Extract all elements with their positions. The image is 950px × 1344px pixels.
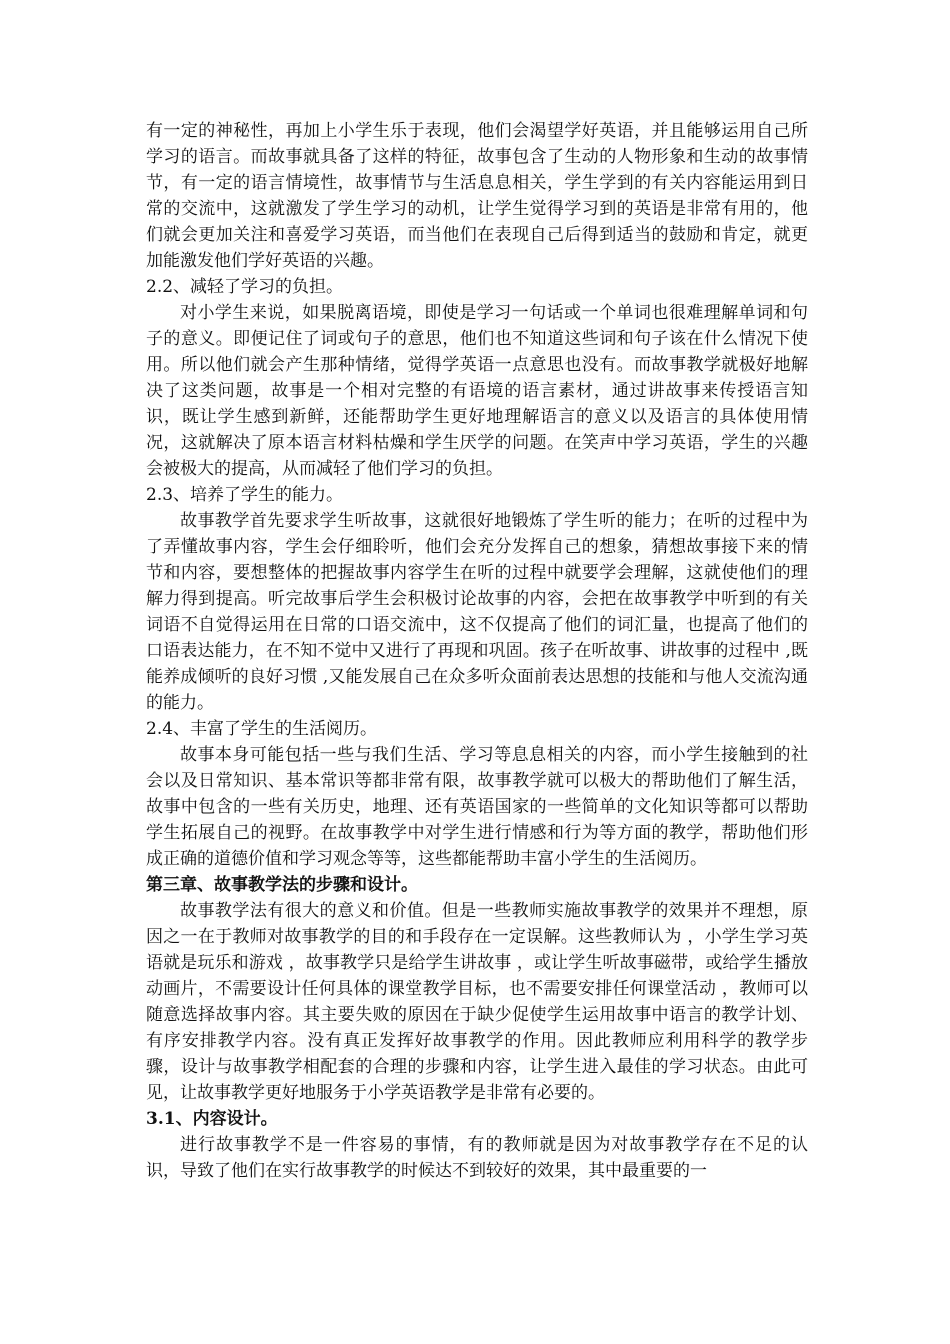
paragraph: 对小学生来说，如果脱离语境，即使是学习一句话或一个单词也很难理解单词和句子的意义。即便记住了词或句子的意思，他们也不知道这些词和句子该在什么情况下使用。所以他们就会产生那种情绪，觉得学英语一点意思也没有。而故事教学就极好地解决了这类问题，故事是一个相对完整的有语境的语言素材，通过讲故事来传授语言知识，既让学生感到新鲜，还能帮助学生更好地理解语言的意义以及语言的具体使用情况，这就解决了原本语言材料枯燥和学生厌学的问题。在笑声中学习英语，学生的兴趣会被极大的提高，从而减轻了他们学习的负担。 (146, 303, 808, 479)
section-heading: 3.1、内容设计。 (146, 1109, 278, 1129)
paragraph: 故事本身可能包括一些与我们生活、学习等息息相关的内容，而小学生接触到的社会以及日常知识、基本常识等都非常有限，故事教学就可以极大的帮助他们了解生活，故事中包含的一些有关历史，地理、还有英语国家的一些简单的文化知识等都可以帮助学生拓展自己的视野。在故事教学中对学生进行情感和行为等方面的教学，帮助他们形成正确的道德价值和学习观念等等，这些都能帮助丰富小学生的生活阅历。 (146, 745, 808, 869)
document-page (146, 118, 808, 1184)
paragraph: 故事教学首先要求学生听故事，这就很好地锻炼了学生听的能力；在听的过程中为了弄懂故事内容，学生会仔细聆听，他们会充分发挥自己的想象，猜想故事接下来的情节和内容，要想整体的把握故事内容学生在听的过程中就要学会理解，这就使他们的理解力得到提高。听完故事后学生会积极讨论故事的内容，会把在故事教学中听到的有关词语不自觉得运用在日常的口语交流中，这不仅提高了他们的词汇量，也提高了他们的口语表达能力，在不知不觉中又进行了再现和巩固。孩子在听故事、讲故事的过程中 ,既能养成倾听的良好习惯 ,又能发展自己在众多听众面前表达思想的技能和与他人交流沟通的能力。 (146, 511, 808, 713)
paragraph: 故事教学法有很大的意义和价值。但是一些教师实施故事教学的效果并不理想，原因之一在于教师对故事教学的目的和手段存在一定误解。这些教师认为 ，小学生学习英语就是玩乐和游戏 ，故事教学只是给学生讲故事 ，或让学生听故事磁带，或给学生播放动画片，不需要设计任何具体的课堂教学目标，也不需要安排任何课堂活动 ，教师可以随意选择故事内容。其主要失败的原因在于缺少促使学生运用故事中语言的教学计划、有序安排教学内容。没有真正发挥好故事教学的作用。因此教师应利用科学的教学步骤，设计与故事教学相配套的合理的步骤和内容，让学生进入最佳的学习状态。由此可见，让故事教学更好地服务于小学英语教学是非常有必要的。 (146, 901, 808, 1103)
section-heading: 2.3、培养了学生的能力。 (146, 485, 344, 505)
chapter-heading: 第三章、故事教学法的步骤和设计。 (146, 875, 418, 895)
section-heading: 2.4、丰富了学生的生活阅历。 (146, 719, 378, 739)
section-heading: 2.2、减轻了学习的负担。 (146, 277, 344, 297)
paragraph: 有一定的神秘性，再加上小学生乐于表现，他们会渴望学好英语，并且能够运用自己所学习的语言。而故事就具备了这样的特征，故事包含了生动的人物形象和生动的故事情节，有一定的语言情境性，故事情节与生活息息相关，学生学到的有关内容能运用到日常的交流中，这就激发了学生学习的动机，让学生觉得学习到的英语是非常有用的，他们就会更加关注和喜爱学习英语，而当他们在表现自己后得到适当的鼓励和肯定，就更加能激发他们学好英语的兴趣。 (146, 121, 808, 271)
paragraph: 进行故事教学不是一件容易的事情，有的教师就是因为对故事教学存在不足的认识，导致了他们在实行故事教学的时候达不到较好的效果，其中最重要的一 (146, 1135, 808, 1181)
